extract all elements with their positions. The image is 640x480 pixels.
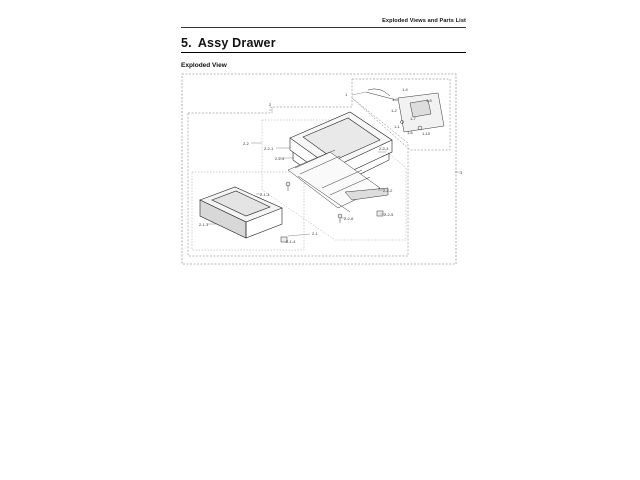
callout-1-3: 1-3 — [392, 97, 398, 102]
callout-1-2: 1-2 — [391, 108, 397, 113]
callout-2-1: 2-1 — [312, 231, 318, 236]
callout-2-2-4: 2-2-4 — [275, 156, 285, 161]
callout-2-2-6: 2-2-6 — [344, 216, 354, 221]
callout-2-2-2: 2-2-2 — [383, 188, 393, 193]
callout-2: 2 — [269, 102, 272, 107]
callout-2-2-5: 2-2-5 — [384, 212, 394, 217]
callout-2-2: 2-2 — [243, 141, 249, 146]
callout-1-6: 1-6 — [407, 130, 413, 135]
callout-2-1-1: 2-1-1 — [199, 222, 209, 227]
callout-1: 1 — [345, 92, 348, 97]
callout-2-1-4: 2-1-4 — [286, 239, 296, 244]
section-title-text: Assy Drawer — [197, 36, 276, 50]
callout-1-10: 1-10 — [422, 131, 431, 136]
callout-1-7: 1-7 — [410, 116, 416, 121]
callout-1-4: 1-4 — [402, 87, 408, 92]
callout-1-1: 1-1 — [394, 124, 400, 129]
section-number: 5. — [181, 36, 192, 50]
bracket-assembly — [366, 89, 444, 132]
callout-3: 3 — [460, 170, 463, 175]
callout-2-1-3: 2-1-3 — [260, 192, 270, 197]
callout-2-2-1: 2-2-1 — [264, 146, 274, 151]
subheading: Exploded View — [181, 62, 227, 69]
running-header: Exploded Views and Parts List — [382, 18, 466, 24]
callout-2-2-3: 2-2-3 — [379, 146, 389, 151]
drawer-body — [200, 187, 282, 238]
callout-1-5: 1-5 — [426, 98, 432, 103]
